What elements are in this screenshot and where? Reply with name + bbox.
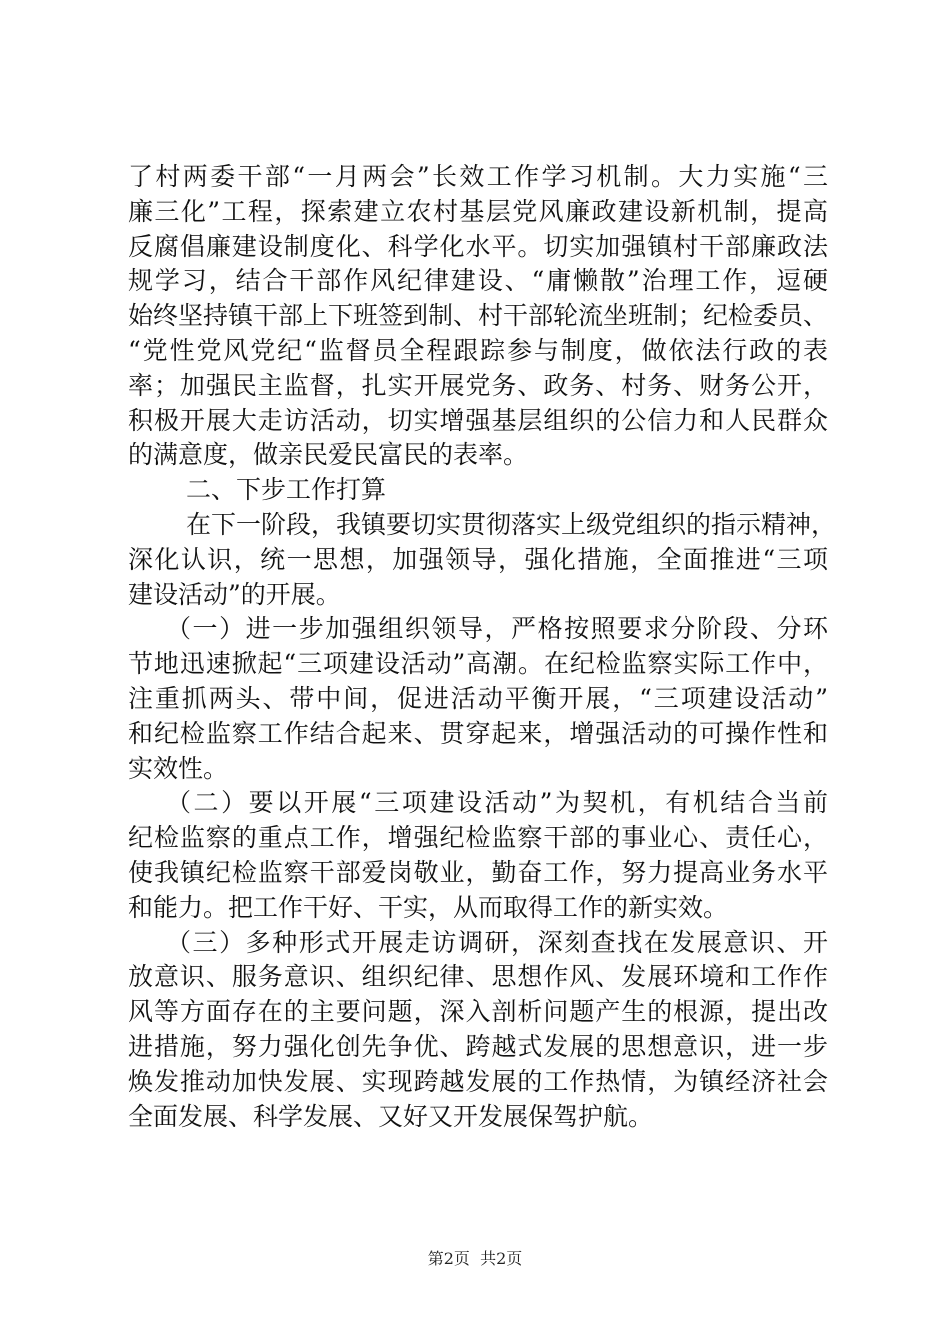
paragraph [128,786,828,925]
text-line: 和能力。把工作干好、干实，从而取得工作的新实效。 [128,892,729,922]
text-line: 注重抓两头、带中间，促进活动平衡开展，“三项建设活动” [128,683,828,713]
text-line: 全面发展、科学发展、又好又开发展保驾护航。 [128,1101,654,1131]
text-line: 始终坚持镇干部上下班签到制、村干部轮流坐班制；纪检委员、 [128,301,829,331]
text-line: 实效性。 [128,753,229,783]
text-line: 进措施，努力强化创先争优、跨越式发展的思想意识，进一步 [128,1031,828,1061]
text-line: 在下一阶段，我镇要切实贯彻落实上级党组织的指示精神， [186,509,837,539]
document-body [128,160,837,1134]
text-line: 的满意度，做亲民爱民富民的表率。 [128,440,529,470]
paragraph [128,926,828,1135]
page-footer [0,1246,950,1269]
paragraph [128,160,828,473]
text-line: 深化认识，统一思想，加强领导，强化措施，全面推进“三项 [128,544,828,574]
text-line: 和纪检监察工作结合起来、贯穿起来，增强活动的可操作性和 [128,718,828,748]
text-line: 积极开展大走访活动，切实增强基层组织的公信力和人民群众 [128,405,828,435]
paragraph [128,612,828,786]
text-line: （三）多种形式开展走访调研，深刻查找在发展意识、开 [166,927,828,957]
text-line: 纪检监察的重点工作，增强纪检监察干部的事业心、责任心， [128,823,828,853]
text-line: 节地迅速掀起“三项建设活动”高潮。在纪检监察实际工作中， [128,649,828,679]
text-line: 率；加强民主监督，扎实开展党务、政务、村务、财务公开， [128,370,828,400]
text-line: 风等方面存在的主要问题，深入剖析问题产生的根源，提出改 [128,997,828,1027]
text-line: 放意识、服务意识、组织纪律、思想作风、发展环境和工作作 [128,962,828,992]
text-line: 焕发推动加快发展、实现跨越发展的工作热情，为镇经济社会 [128,1066,828,1096]
text-line: 使我镇纪检监察干部爱岗敬业，勤奋工作，努力提高业务水平 [128,857,828,887]
paragraph [128,508,837,612]
text-line: 建设活动”的开展。 [128,579,341,609]
text-line: 廉三化”工程，探索建立农村基层党风廉政建设新机制，提高 [128,196,828,226]
text-line: 了村两委干部“一月两会”长效工作学习机制。大力实施“三 [128,162,828,191]
text-line: “党性党风党纪“监督员全程跟踪参与制度，做依法行政的表 [128,335,828,365]
text-line: （二）要以开展“三项建设活动”为契机，有机结合当前 [166,788,828,818]
text-line: （一）进一步加强组织领导，严格按照要求分阶段、分环 [166,614,828,644]
text-line: 反腐倡廉建设制度化、科学化水平。切实加强镇村干部廉政法 [128,231,828,261]
section-heading [128,473,828,508]
text-line: 二、下步工作打算 [186,475,387,505]
text-line: 规学习，结合干部作风纪律建设、“庸懒散”治理工作，逗硬 [128,266,828,296]
page-number: 第2页 共2页 [427,1249,523,1268]
